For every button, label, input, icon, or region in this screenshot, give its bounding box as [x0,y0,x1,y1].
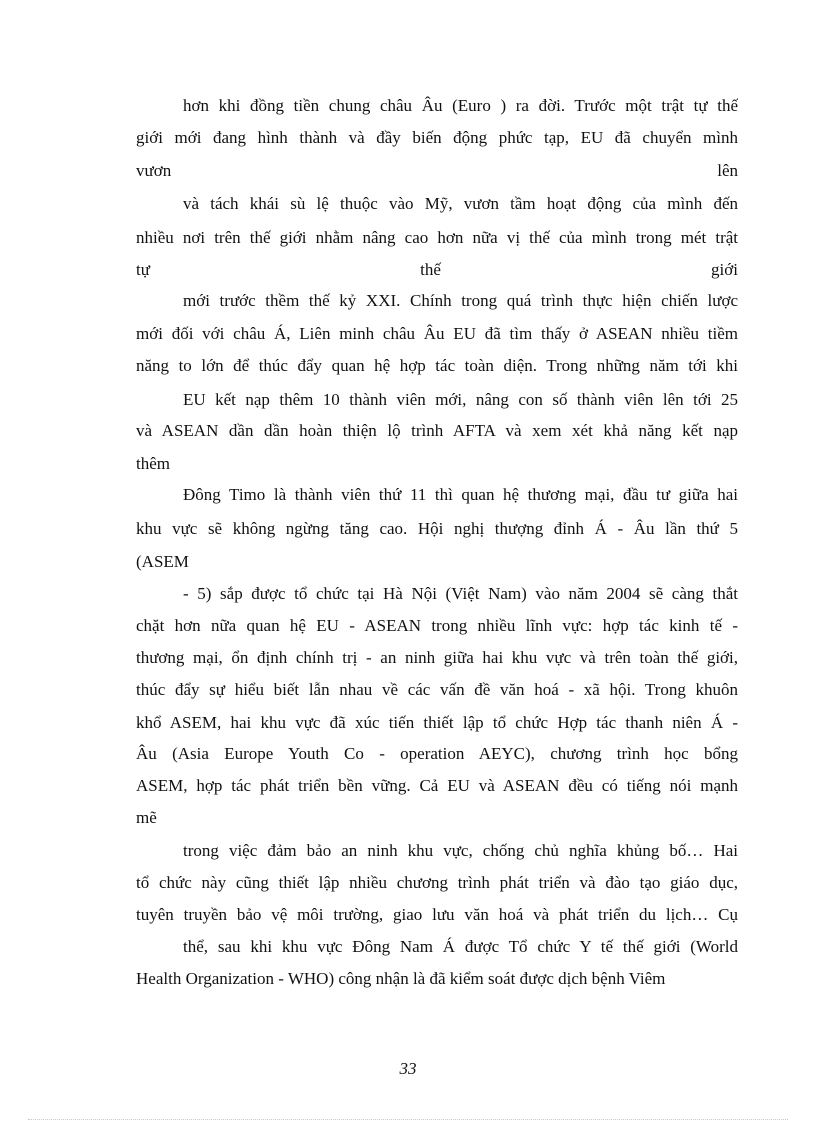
text-line: năng to lớn để thúc đẩy quan hệ hợp tác toàn diện. Trong những năm tới khi [136,356,738,375]
text-line: thêm [136,454,170,473]
text-line: Đông Timo là thành viên thứ 11 thì quan hệ thương mại, đầu tư giữa hai [183,485,738,504]
text-line: - 5) sắp được tổ chức tại Hà Nội (Việt Nam) vào năm 2004 sẽ càng thắt [183,584,738,603]
text-line: tổ chức này cũng thiết lập nhiều chương trình phát triển và đào tạo giáo dục, [136,873,738,892]
text-line: và tách khái sù lệ thuộc vào Mỹ, vươn tầm hoạt động của mình đến [183,194,738,213]
text-line: trong việc đảm bảo an ninh khu vực, chống chủ nghĩa khủng bố… Hai [183,841,738,860]
text-line: Health Organization - WHO) công nhận là đã kiểm soát được dịch bệnh Viêm [136,969,666,988]
text-line: ASEM, hợp tác phát triển bền vững. Cả EU và ASEAN đều có tiếng nói mạnh [136,776,738,795]
text-line: tự thế giới [136,260,738,279]
text-line: thương mại, ổn định chính trị - an ninh giữa hai khu vực và trên toàn thế giới, [136,648,738,667]
text-line: mới đối với châu Á, Liên minh châu Âu EU đã tìm thấy ở ASEAN nhiều tiềm [136,324,738,343]
text-line: nhiều nơi trên thế giới nhằm nâng cao hơn nữa vị thế của mình trong mét trật [136,228,738,247]
text-line: Âu (Asia Europe Youth Co - operation AEYC), chương trình học bổng [136,744,738,763]
text-line: mới trước thềm thế kỷ XXI. Chính trong quá trình thực hiện chiến lược [183,291,738,310]
footer-divider [28,1119,788,1120]
text-line: EU kết nạp thêm 10 thành viên mới, nâng con số thành viên lên tới 25 [183,390,738,409]
text-line: chặt hơn nữa quan hệ EU - ASEAN trong nhiều lĩnh vực: hợp tác kinh tế - [136,616,738,635]
text-line: giới mới đang hình thành và đầy biến động phức tạp, EU đã chuyển mình [136,128,738,147]
text-line: và ASEAN dần dần hoàn thiện lộ trình AFTA và xem xét khả năng kết nạp [136,421,738,440]
text-line: thúc đẩy sự hiểu biết lẫn nhau về các vấn đề văn hoá - xã hội. Trong khuôn [136,680,738,699]
text-line: thể, sau khi khu vực Đông Nam Á được Tổ chức Y tế thế giới (World [183,937,738,956]
page-number: 33 [399,1059,417,1078]
text-line: hơn khi đồng tiền chung châu Âu (Euro ) ra đời. Trước một trật tự thế [183,96,738,115]
text-line: tuyên truyền bảo vệ môi trường, giao lưu văn hoá và phát triển du lịch… Cụ [136,905,738,924]
text-line: mẽ [136,808,157,827]
text-line: (ASEM [136,552,189,571]
text-line: vươn lên [136,161,738,180]
text-line: khu vực sẽ không ngừng tăng cao. Hội nghị thượng đỉnh Á - Âu lần thứ 5 [136,519,738,538]
text-line: khổ ASEM, hai khu vực đã xúc tiến thiết lập tổ chức Hợp tác thanh niên Á - [136,713,738,732]
